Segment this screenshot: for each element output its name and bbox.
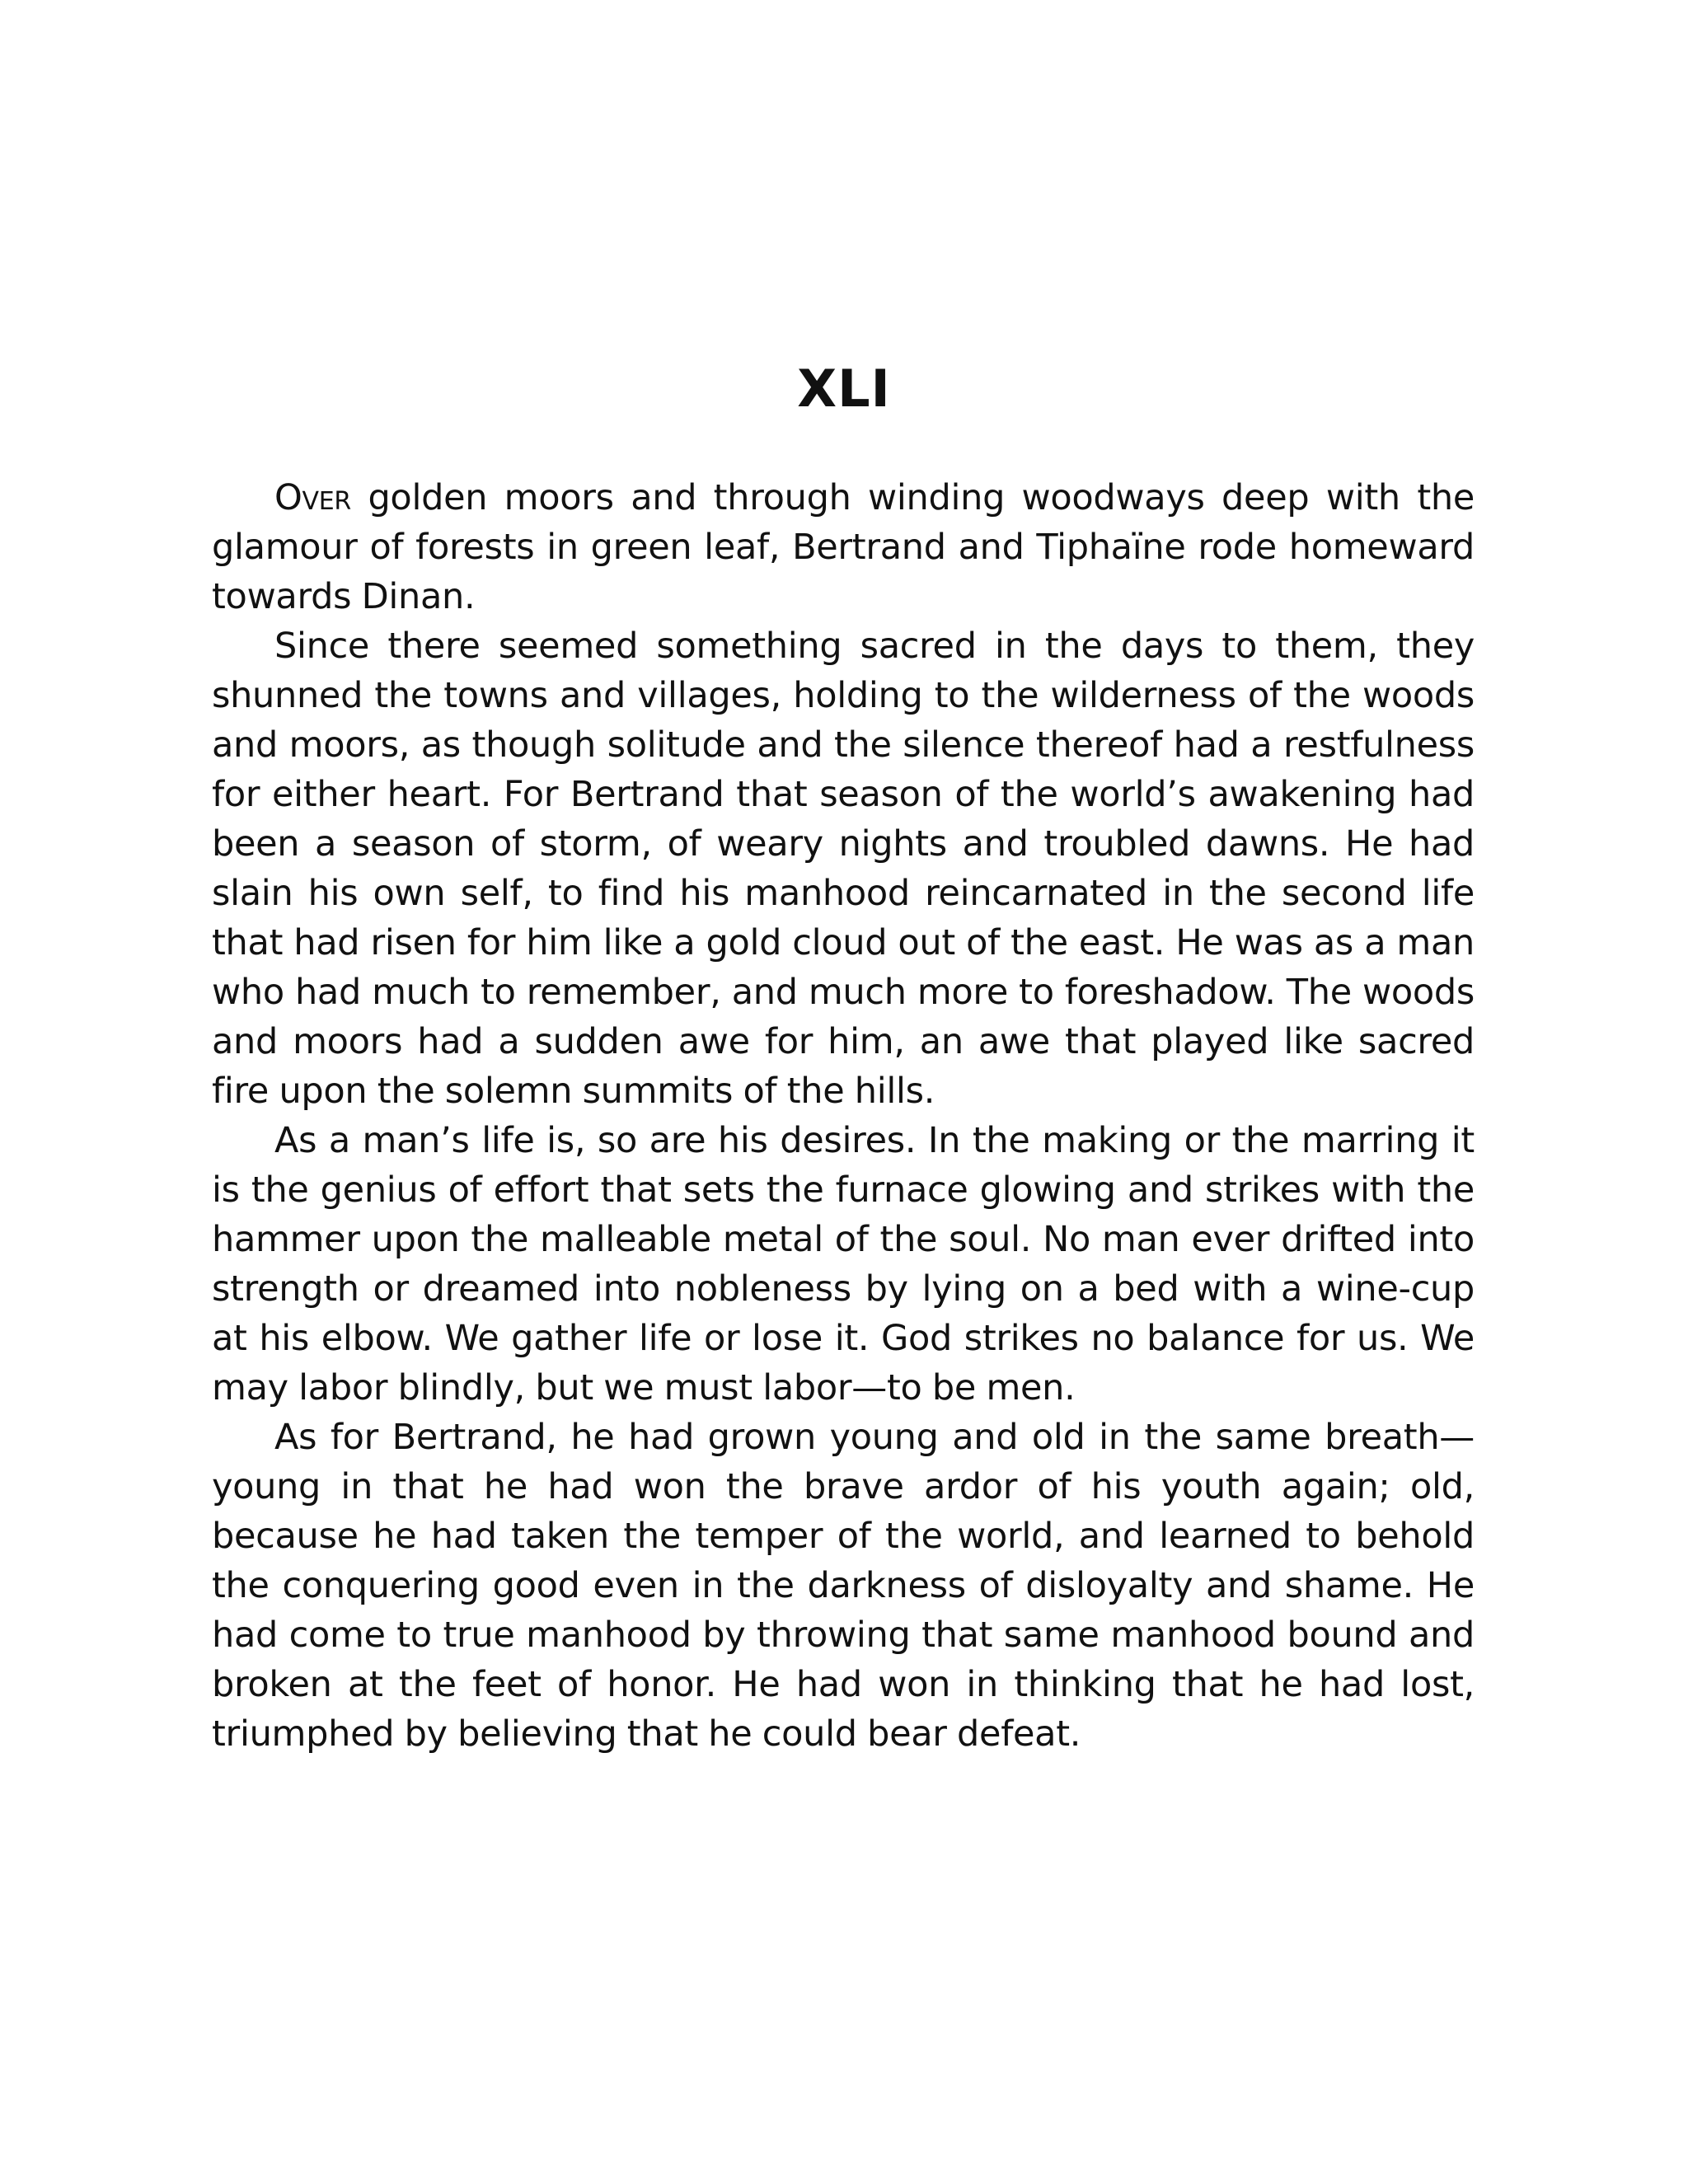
chapter-title: XLI bbox=[797, 359, 891, 419]
paragraph-3: As a man’s life is, so are his desires. In the making or the marring it is the genius of effort that sets the furnace glowing and strikes with the hammer upon the malleable metal of the soul. No man ever drifted into strength or dreamed into nobleness by lying on a bed with a wine-cup at his elbow. We gather life or lose it. God strikes no balance for us. We may labor blindly, but we must labor—to be men. bbox=[212, 1120, 1475, 1408]
paragraph-1-lead-word: Over bbox=[274, 477, 351, 518]
paragraph-2: Since there seemed something sacred in the days to them, they shunned the towns and villages, holding to the wilderness of the woods and moors, as though solitude and the silence thereof had a restfulness for either heart. For Bertrand that season of the world’s awakening had been a season of storm, of weary nights and troubled dawns. He had slain his own self, to find his manhood reincarnated in the second life that had risen for him like a gold cloud out of the east. He was as a man who had much to remember, and much more to foreshadow. The woods and moors had a sudden awe for him, an awe that played like sacred fire upon the solemn summits of the hills. bbox=[212, 626, 1475, 1112]
paragraph-1-text: golden moors and through winding woodways deep with the glamour of forests in green leaf, Bertrand and Tiphaïne rode homeward towards Dinan. bbox=[212, 477, 1475, 617]
chapter-body bbox=[212, 473, 1475, 1759]
paragraph-1 bbox=[212, 473, 1475, 621]
paragraph-4: As for Bertrand, he had grown young and old in the same breath—young in that he had won the brave ardor of his youth again; old, because he had taken the temper of the world, and learned to behold the conquering good even in the darkness of disloyalty and shame. He had come to true manhood by throwing that same manhood bound and broken at the feet of honor. He had won in thinking that he had lost, triumphed by believing that he could bear defeat. bbox=[212, 1417, 1475, 1755]
